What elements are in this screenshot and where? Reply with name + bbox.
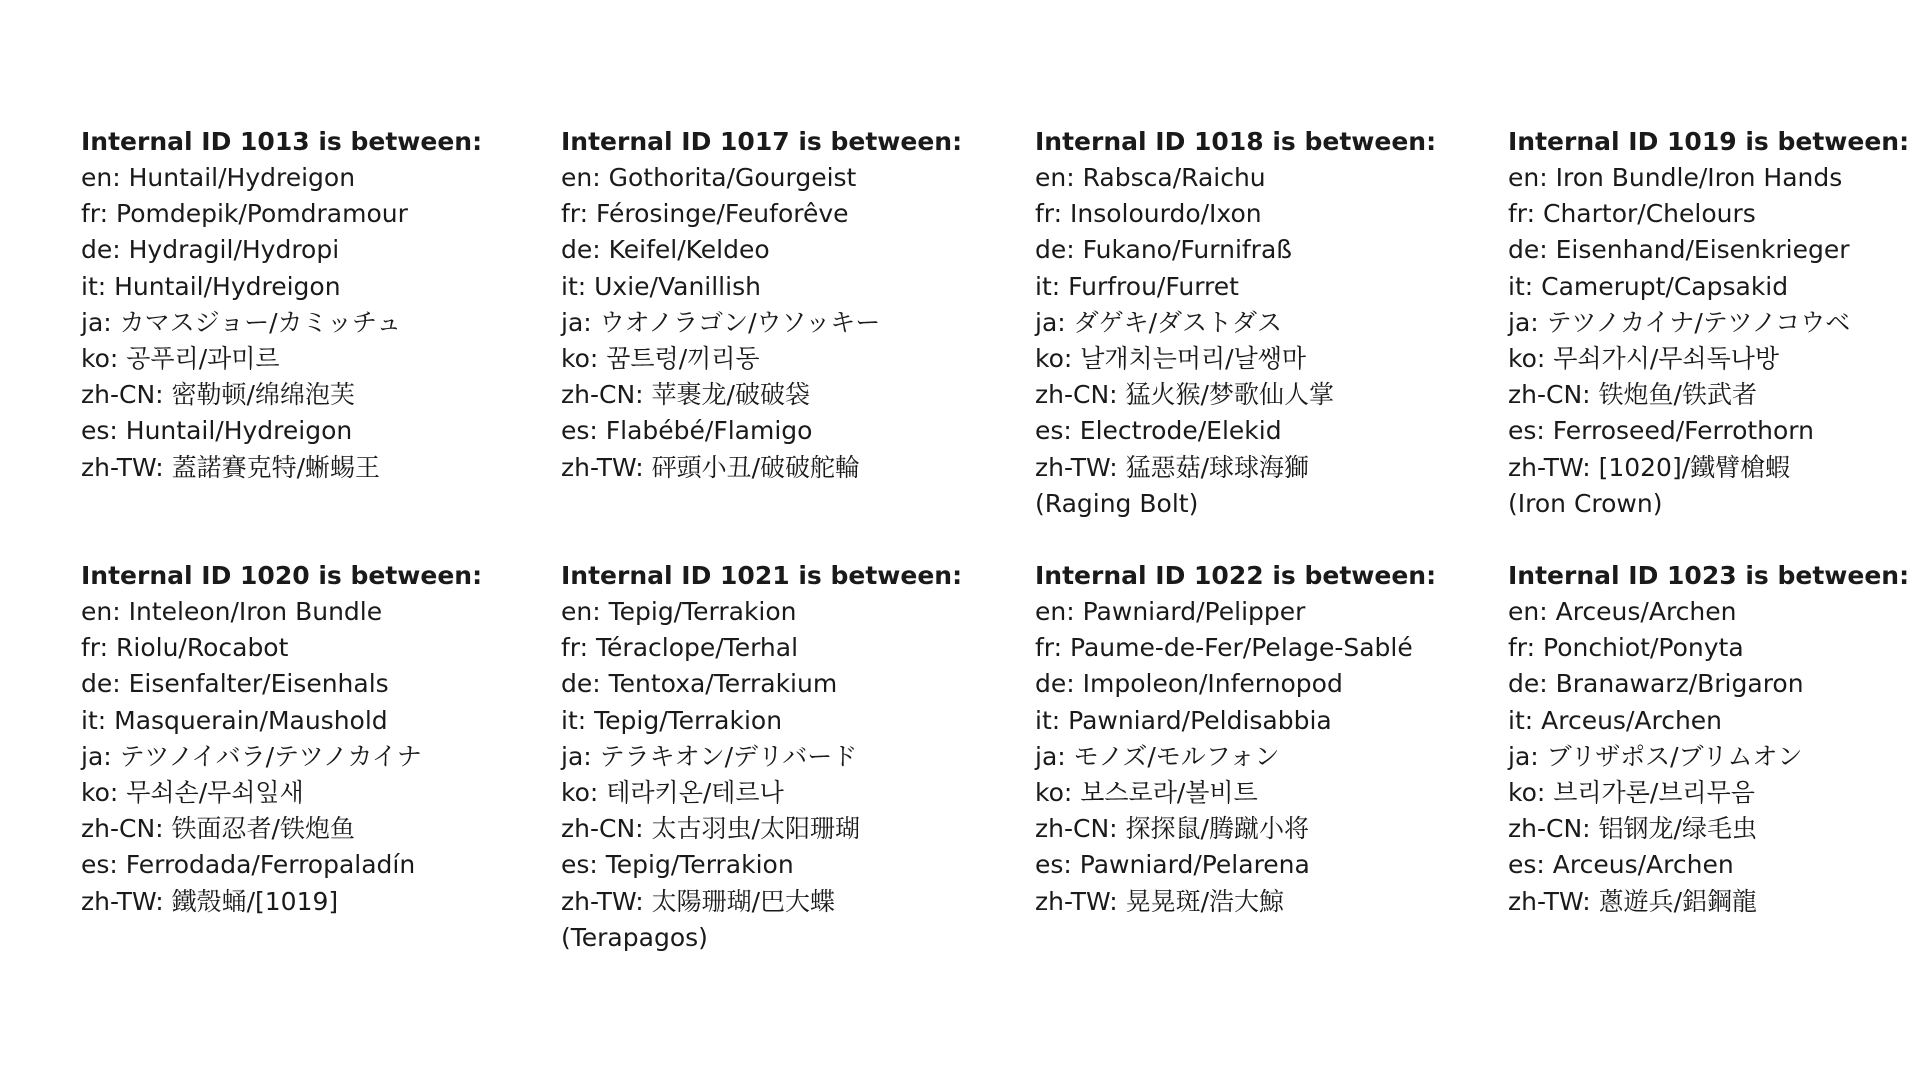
- entry-ko: ko: 브리가론/브리무음: [1508, 778, 1755, 808]
- entry-de: de: Keifel/Keldeo: [561, 235, 770, 265]
- entry-ko: ko: 보스로라/볼비트: [1035, 778, 1258, 808]
- id-block-1019: [1508, 124, 1910, 522]
- entry-en: en: Arceus/Archen: [1508, 597, 1737, 626]
- entry-en: en: Pawniard/Pelipper: [1035, 597, 1306, 626]
- entry-en: en: Tepig/Terrakion: [561, 597, 797, 626]
- entry-it: it: Pawniard/Peldisabbia: [1035, 705, 1332, 735]
- entry-es: es: Flabébé/Flamigo: [561, 416, 813, 446]
- entry-zh-cn: zh-CN: 铁面忍者/铁炮鱼: [81, 814, 355, 844]
- entry-ja: ja: テツノカイナ/テツノコウベ: [1508, 307, 1851, 337]
- entry-es: es: Ferroseed/Ferrothorn: [1508, 416, 1814, 446]
- id-block-1020: [81, 558, 483, 920]
- entry-zh-cn: zh-CN: 密勒顿/绵绵泡芙: [81, 380, 355, 410]
- entry-zh-cn: zh-CN: 铁炮鱼/铁武者: [1508, 380, 1757, 410]
- entry-fr: fr: Téraclope/Terhal: [561, 633, 799, 663]
- entry-es: es: Ferrodada/Ferropaladín: [81, 850, 416, 880]
- entry-ko: ko: 무쇠손/무쇠잎새: [81, 778, 304, 808]
- block-heading: Internal ID 1018 is between:: [1035, 127, 1437, 156]
- entry-ko: ko: 날개치는머리/날쌩마: [1035, 344, 1307, 374]
- block-heading: Internal ID 1021 is between:: [561, 561, 963, 590]
- entry-de: de: Tentoxa/Terrakium: [561, 669, 838, 699]
- entry-de: de: Eisenhand/Eisenkrieger: [1508, 235, 1850, 265]
- entry-en: en: Huntail/Hydreigon: [81, 163, 356, 192]
- block-heading: Internal ID 1017 is between:: [561, 127, 963, 156]
- entry-it: it: Huntail/Hydreigon: [81, 271, 341, 301]
- entry-es: es: Arceus/Archen: [1508, 850, 1734, 880]
- entry-zh-tw: zh-TW: 鐵殼蛹/[1019]: [81, 886, 339, 916]
- entry-fr: fr: Riolu/Rocabot: [81, 633, 289, 663]
- block-heading: Internal ID 1013 is between:: [81, 127, 483, 156]
- entry-ko: ko: 무쇠가시/무쇠독나방: [1508, 344, 1780, 374]
- id-block-1023: [1508, 558, 1910, 920]
- entry-zh-cn: zh-CN: 铝钢龙/绿毛虫: [1508, 814, 1757, 844]
- entry-ko: ko: 공푸리/과미르: [81, 344, 280, 374]
- block-heading: Internal ID 1023 is between:: [1508, 561, 1910, 590]
- entry-zh-tw: zh-TW: 晃晃斑/浩大鯨: [1035, 886, 1285, 916]
- entry-fr: fr: Insolourdo/Ixon: [1035, 199, 1262, 229]
- entry-it: it: Arceus/Archen: [1508, 705, 1723, 735]
- entry-de: de: Hydragil/Hydropi: [81, 235, 340, 265]
- id-block-1017: [561, 124, 963, 486]
- id-block-1021: [561, 558, 963, 956]
- entry-es: es: Tepig/Terrakion: [561, 850, 794, 880]
- entry-note: (Terapagos): [561, 922, 708, 952]
- block-heading: Internal ID 1019 is between:: [1508, 127, 1910, 156]
- entry-en: en: Inteleon/Iron Bundle: [81, 597, 383, 626]
- entry-zh-tw: zh-TW: 太陽珊瑚/巴大蝶: [561, 886, 836, 916]
- entry-de: de: Impoleon/Infernopod: [1035, 669, 1343, 699]
- entry-zh-cn: zh-CN: 苹裹龙/破破袋: [561, 380, 810, 410]
- entry-fr: fr: Férosinge/Feuforêve: [561, 199, 849, 229]
- entry-fr: fr: Ponchiot/Ponyta: [1508, 633, 1744, 663]
- entry-fr: fr: Pomdepik/Pomdramour: [81, 199, 408, 229]
- entry-ko: ko: 테라키온/테르나: [561, 778, 784, 808]
- block-heading: Internal ID 1020 is between:: [81, 561, 483, 590]
- entry-en: en: Rabsca/Raichu: [1035, 163, 1266, 192]
- entry-es: es: Pawniard/Pelarena: [1035, 850, 1310, 880]
- entry-it: it: Masquerain/Maushold: [81, 705, 388, 735]
- entry-zh-cn: zh-CN: 太古羽虫/太阳珊瑚: [561, 814, 860, 844]
- entry-ja: ja: ブリザポス/ブリムオン: [1508, 741, 1803, 771]
- id-block-1022: [1035, 558, 1437, 920]
- entry-zh-tw: zh-TW: 砰頭小丑/破破舵輪: [561, 452, 861, 482]
- entry-it: it: Furfrou/Furret: [1035, 271, 1239, 301]
- entry-ja: ja: テツノイバラ/テツノカイナ: [81, 741, 422, 771]
- entry-ja: ja: ダゲキ/ダストダス: [1035, 307, 1283, 337]
- entry-de: de: Fukano/Furnifraß: [1035, 235, 1293, 265]
- entry-en: en: Gothorita/Gourgeist: [561, 163, 857, 192]
- entry-fr: fr: Chartor/Chelours: [1508, 199, 1756, 229]
- entry-en: en: Iron Bundle/Iron Hands: [1508, 163, 1843, 192]
- entry-de: de: Branawarz/Brigaron: [1508, 669, 1804, 699]
- entry-ja: ja: テラキオン/デリバード: [561, 741, 858, 771]
- entry-it: it: Camerupt/Capsakid: [1508, 271, 1789, 301]
- entry-zh-tw: zh-TW: [1020]/鐵臂槍蝦: [1508, 452, 1791, 482]
- id-block-1018: [1035, 124, 1437, 522]
- entry-zh-tw: zh-TW: 蓋諾賽克特/蜥蜴王: [81, 452, 381, 482]
- entry-es: es: Huntail/Hydreigon: [81, 416, 353, 446]
- entry-ja: ja: カマスジョー/カミッチュ: [81, 307, 402, 337]
- id-block-1013: [81, 124, 483, 486]
- entry-zh-cn: zh-CN: 猛火猴/梦歌仙人掌: [1035, 380, 1334, 410]
- entry-zh-tw: zh-TW: 猛惡菇/球球海獅: [1035, 452, 1310, 482]
- entry-zh-tw: zh-TW: 蔥遊兵/鋁鋼龍: [1508, 886, 1758, 916]
- entry-zh-cn: zh-CN: 探探鼠/腾蹴小将: [1035, 814, 1309, 844]
- entry-note: (Iron Crown): [1508, 488, 1663, 518]
- entry-note: (Raging Bolt): [1035, 488, 1199, 518]
- block-heading: Internal ID 1022 is between:: [1035, 561, 1437, 590]
- entry-ko: ko: 꿈트렁/끼리동: [561, 344, 760, 374]
- entry-ja: ja: モノズ/モルフォン: [1035, 741, 1280, 771]
- entry-de: de: Eisenfalter/Eisenhals: [81, 669, 389, 699]
- entry-it: it: Tepig/Terrakion: [561, 705, 783, 735]
- entry-it: it: Uxie/Vanillish: [561, 271, 761, 301]
- entry-ja: ja: ウオノラゴン/ウソッキー: [561, 307, 881, 337]
- entry-es: es: Electrode/Elekid: [1035, 416, 1282, 446]
- entry-fr: fr: Paume-de-Fer/Pelage-Sablé: [1035, 633, 1413, 663]
